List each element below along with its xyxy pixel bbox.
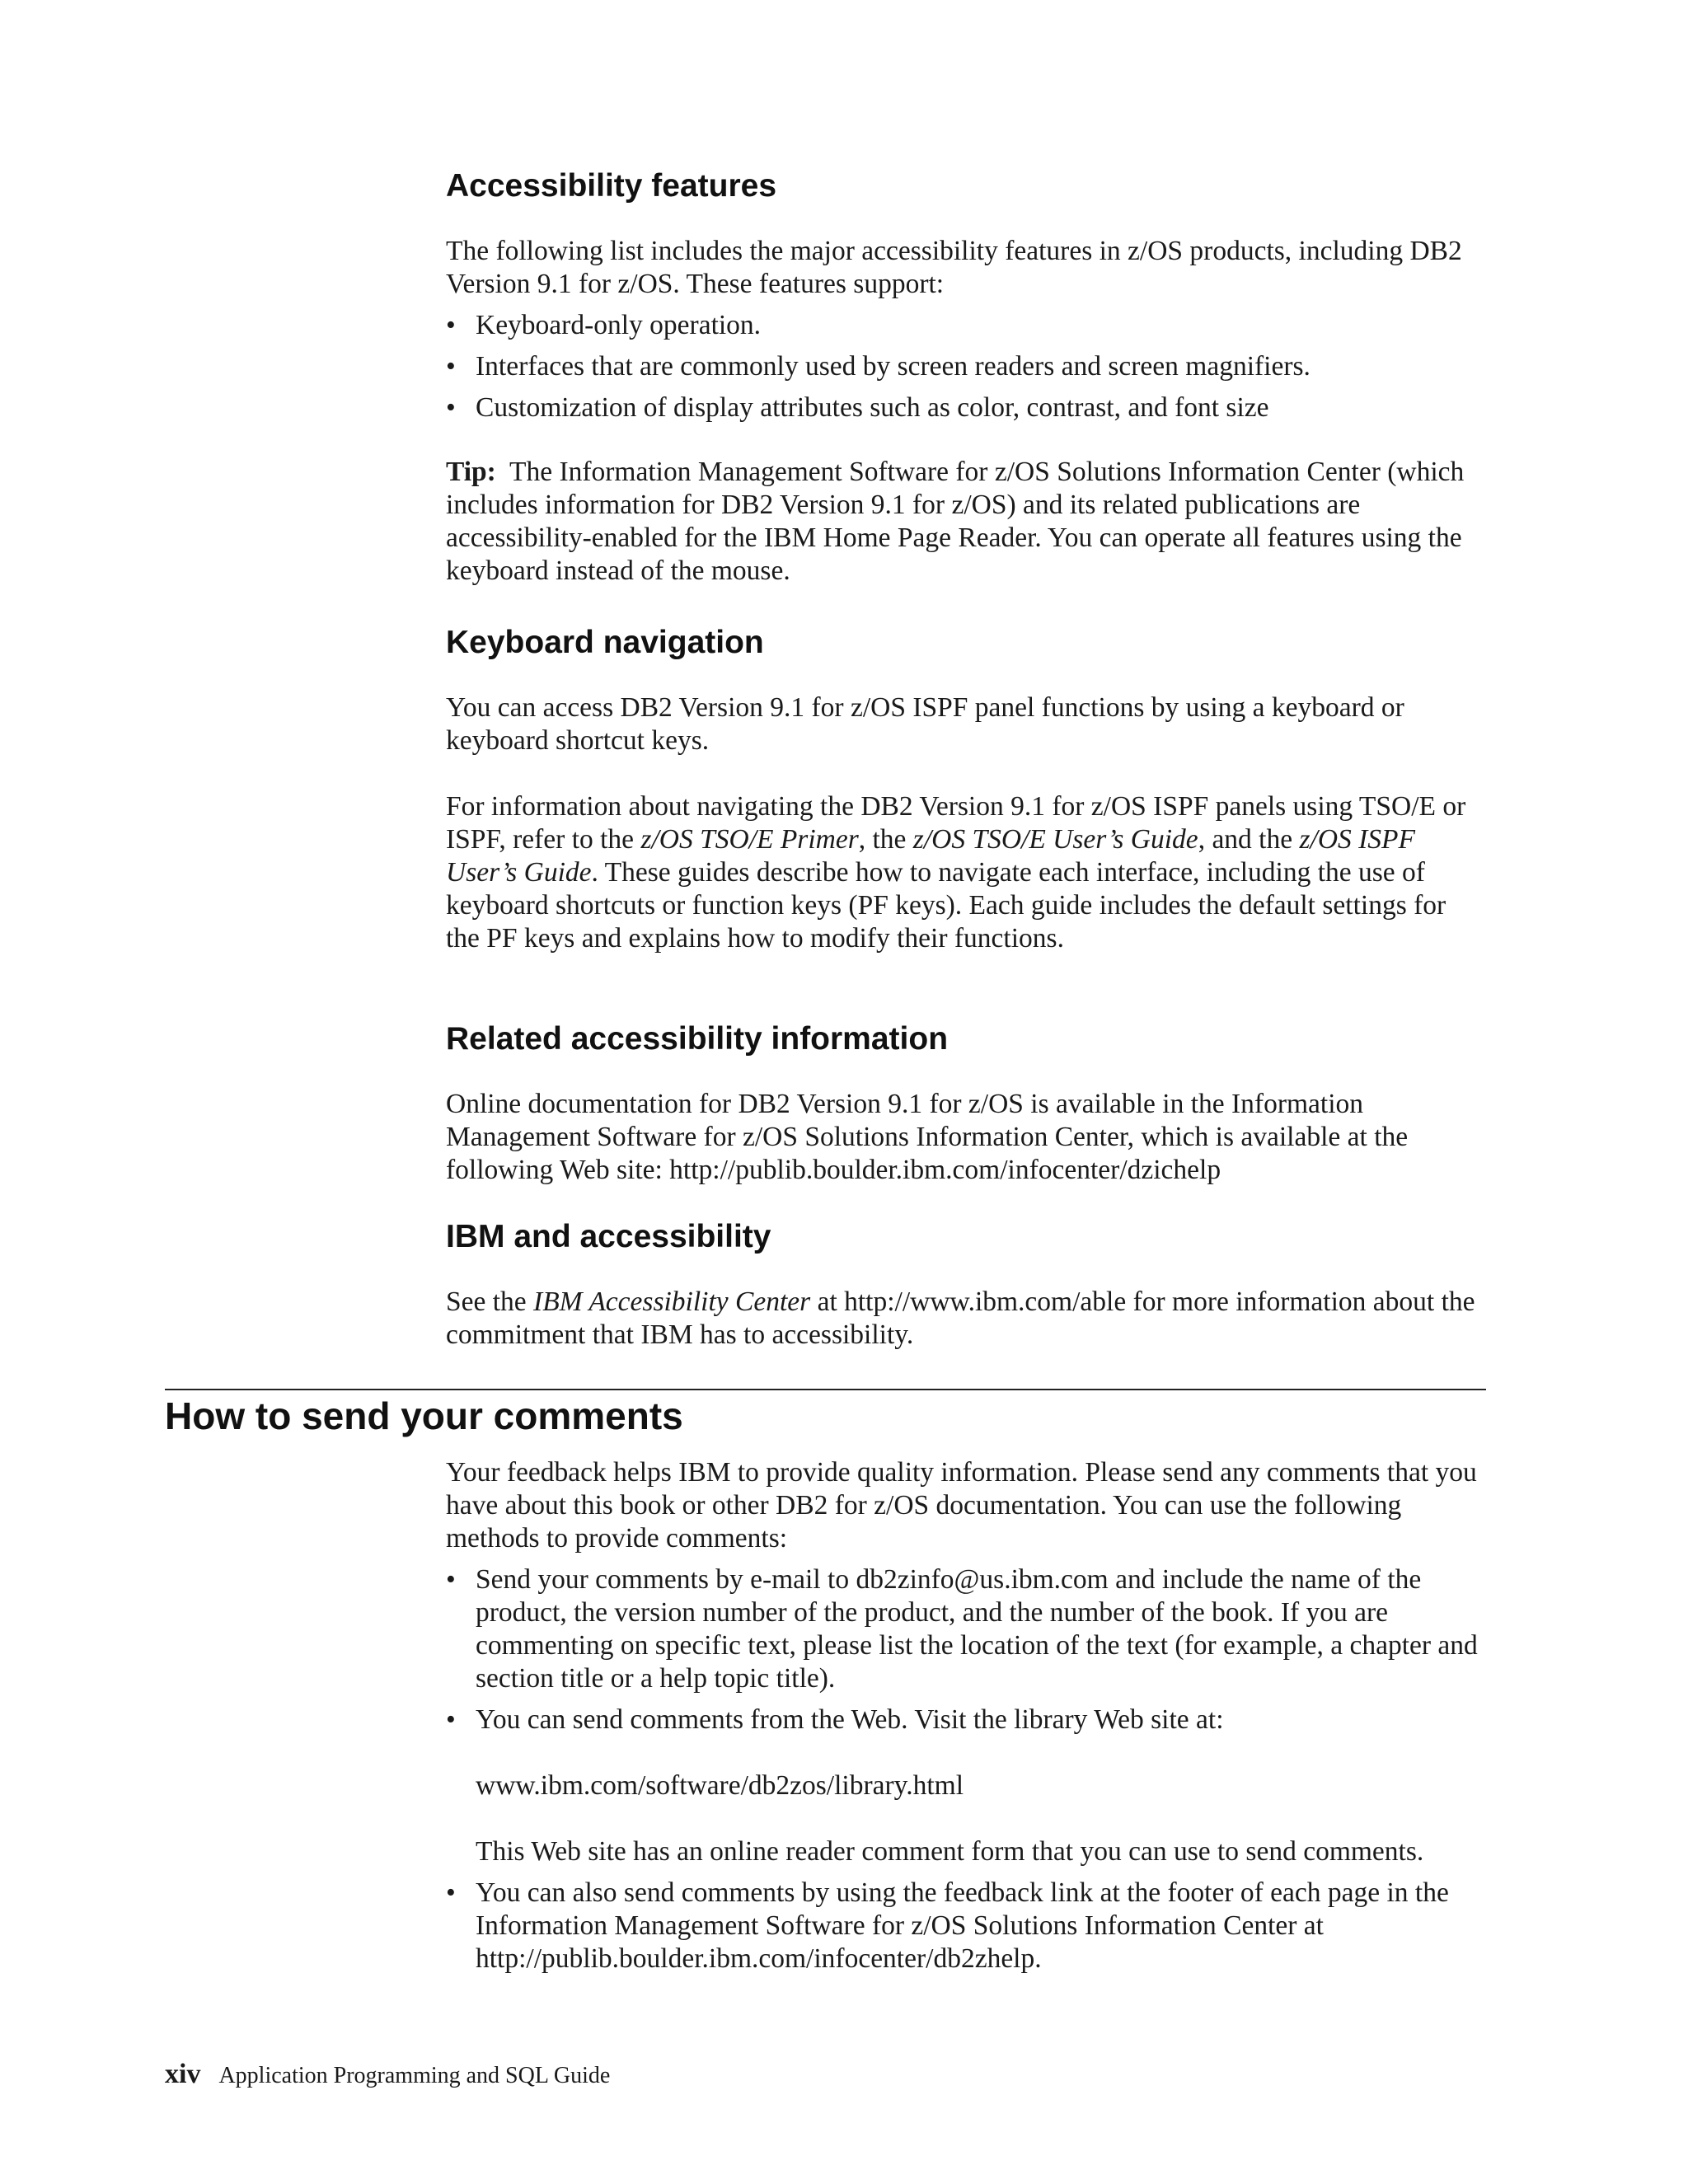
accessibility-features-section xyxy=(446,167,1486,588)
accessibility-features-heading: Accessibility features xyxy=(446,168,777,204)
tso-primer-title: z/OS TSO/E Primer xyxy=(640,824,859,855)
keyboard-navigation-para-1: You can access DB2 Version 9.1 for z/OS ISPF panel functions by using a keyboard or keyboard shortcut keys. xyxy=(446,692,1404,756)
library-note: This Web site has an online reader comment form that you can use to send comments. xyxy=(476,1836,1424,1867)
accessibility-features-list xyxy=(446,309,1486,424)
section-divider xyxy=(165,1389,1486,1390)
book-title: Application Programming and SQL Guide xyxy=(218,2063,611,2088)
ispf-users-guide-title: z/OS ISPF User’s Guide xyxy=(446,824,1415,888)
related-info-heading: Related accessibility information xyxy=(446,1021,949,1057)
tip-text: The Information Management Software for z/OS Solutions Information Center (which includes information for DB2 Version 9.1 for z/OS) and its related publications are accessibility-enabled for the IBM Home Page Reader. You can operate all features using the keyboard instead of the mouse. xyxy=(446,457,1465,586)
accessibility-features-intro: The following list includes the major accessibility features in z/OS products, including DB2 Version 9.1 for z/OS. These features support: xyxy=(446,236,1462,299)
page-footer xyxy=(165,2059,610,2090)
related-info-section xyxy=(446,1020,1486,1187)
ibm-accessibility-heading: IBM and accessibility xyxy=(446,1219,771,1254)
list-item: • Interfaces that are commonly used by screen readers and screen magnifiers. xyxy=(446,350,1486,383)
list-item: • Send your comments by e-mail to db2zinfo@us.ibm.com and include the name of the product, the version number of the product, and the number of the book. If you are commenting on specific text, please list the location of the text (for example, a chapter and section title or a help topic title). xyxy=(446,1563,1486,1695)
tip-paragraph xyxy=(446,456,1486,588)
send-comments-heading: How to send your comments xyxy=(165,1394,683,1437)
list-item: • Customization of display attributes such as color, contrast, and font size xyxy=(446,391,1486,424)
ibm-accessibility-section xyxy=(446,1218,1486,1352)
keyboard-navigation-para-2: For information about navigating the DB2 Version 9.1 for z/OS ISPF panels using TSO/E or ISPF, refer to the z/OS TSO/E Primer, the z/OS TSO/E User’s Guide, and the z/OS ISPF User’s Guide. These guides describe how to navigate each interface, including the use of keyboard shortcuts or function keys (PF keys). Each guide includes the default settings for the PF keys and explains how to modify their functions. xyxy=(446,791,1466,954)
tso-users-guide-title: z/OS TSO/E User’s Guide xyxy=(912,824,1198,855)
send-comments-intro: Your feedback helps IBM to provide quality information. Please send any comments that you have about this book or other DB2 for z/OS documentation. You can use the following methods to provide comments: xyxy=(446,1457,1477,1554)
page-number: xiv xyxy=(165,2059,201,2089)
list-item: • Keyboard-only operation. xyxy=(446,309,1486,342)
related-info-para: Online documentation for DB2 Version 9.1 for z/OS is available in the Information Management Software for z/OS Solutions Information Center, which is available at the following Web site: http://publib.boulder.ibm.com/infocenter/dzichelp xyxy=(446,1089,1409,1185)
tip-label: Tip: xyxy=(446,457,496,487)
accessibility-center-title: IBM Accessibility Center xyxy=(533,1286,811,1317)
library-url: www.ibm.com/software/db2zos/library.html xyxy=(476,1770,964,1801)
keyboard-navigation-heading: Keyboard navigation xyxy=(446,625,764,660)
send-comments-section xyxy=(446,1456,1486,1984)
comment-methods-list xyxy=(446,1563,1486,1975)
ibm-accessibility-para: See the IBM Accessibility Center at http://www.ibm.com/able for more information about the commitment that IBM has to accessibility. xyxy=(446,1286,1475,1350)
keyboard-navigation-section xyxy=(446,624,1486,955)
list-item: • You can send comments from the Web. Visit the library Web site at: www.ibm.com/software/db2zos/library.html This Web site has an online reader comment form that you can use to send comments. xyxy=(446,1704,1486,1868)
list-item: • You can also send comments by using the feedback link at the footer of each page in the Information Management Software for z/OS Solutions Information Center at http://publib.boulder.ibm.com/infocenter/db2zhelp. xyxy=(446,1877,1486,1975)
